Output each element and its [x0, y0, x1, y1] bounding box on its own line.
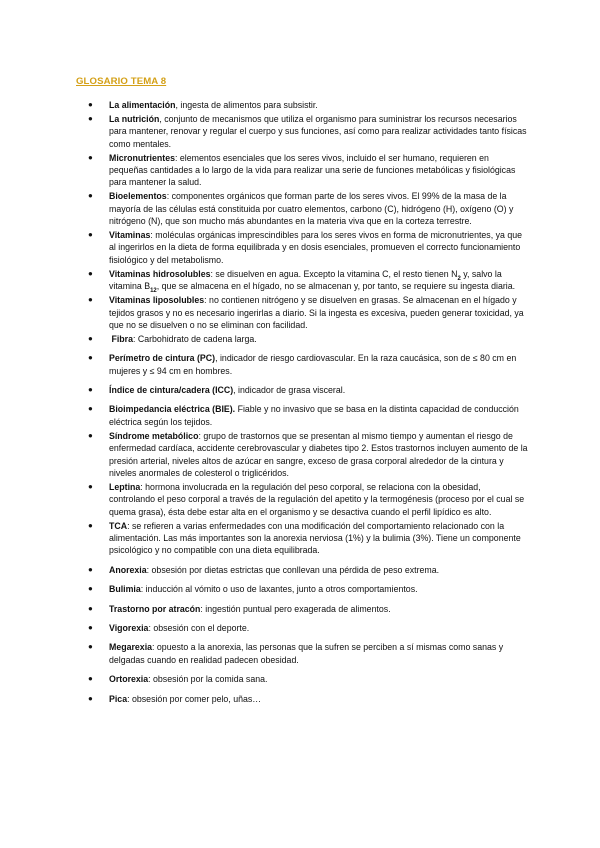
definition-part-b: y, salvo la vitamina B [109, 268, 502, 292]
definition: , indicador de grasa visceral. [233, 385, 346, 396]
term: Síndrome metabólico [109, 430, 199, 441]
glossary-entry-leptina [88, 481, 529, 518]
bullet-icon: ● [88, 333, 93, 343]
bullet-icon: ● [88, 191, 93, 201]
term: La alimentación [109, 100, 176, 110]
glossary-entry-indice-cintura-cadera [88, 384, 529, 396]
bullet-icon: ● [88, 642, 93, 652]
term: Bioelementos [109, 191, 167, 202]
bullet-icon: ● [88, 430, 93, 440]
bullet-icon: ● [88, 584, 93, 594]
bullet-icon: ● [88, 230, 93, 240]
subscript-2: 2 [457, 275, 461, 282]
definition-part-c: , que se almacena en el hígado, no se almacenan y, por tanto, se requiere su ingesta diaria. [156, 281, 516, 292]
subscript-12: 12 [150, 287, 157, 294]
bullet-icon: ● [88, 623, 93, 633]
definition: : ingestión puntual pero exagerada de alimentos. [200, 603, 391, 614]
term: Micronutrientes [109, 152, 175, 163]
definition: : obsesión con el deporte. [148, 623, 250, 634]
definition: : obsesión por la comida sana. [148, 674, 268, 685]
term: Anorexia [109, 564, 147, 575]
glossary-entry-vitaminas-hidrosolubles [88, 268, 529, 294]
bullet-icon: ● [88, 152, 93, 162]
bullet-icon: ● [88, 693, 93, 703]
glossary-entry-vigorexia [88, 622, 529, 634]
bullet-icon: ● [88, 404, 93, 414]
definition: : moléculas orgánicas imprescindibles para los seres vivos en forma de micronutrientes, ya que al ingerirlos en la dieta de forma equilibrada y en dosis esenciales, promueven el correcto funcionamiento fisiológico y del metabolismo. [109, 230, 523, 265]
definition: , ingesta de alimentos para subsistir. [175, 100, 318, 110]
definition-part-a: : se disuelven en agua. Excepto la vitamina C, el resto tienen N [210, 268, 458, 279]
glossary-entry-vitaminas-liposolubles [88, 294, 529, 331]
term: Megarexia [109, 642, 153, 653]
term: La nutrición [109, 113, 160, 124]
term: Vitaminas [109, 230, 151, 241]
definition: : Carbohidrato de cadena larga. [132, 333, 257, 344]
glossary-entry-tca [88, 520, 529, 557]
term: TCA [109, 520, 128, 531]
glossary-entry-trastorno-atracon [88, 603, 529, 615]
bullet-icon: ● [88, 603, 93, 613]
definition: : opuesto a la anorexia, las personas que la sufren se perciben a sí mismas como sanas y delgadas cuando en realidad padecen obesidad. [109, 642, 504, 665]
definition: , indicador de riesgo cardiovascular. En la raza caucásica, son de ≤ 80 cm en mujeres y ≤ 94 cm en hombres. [109, 353, 517, 376]
term: Bulimia [109, 584, 141, 595]
bullet-icon: ● [88, 674, 93, 684]
glossary-entry-bioelementos [88, 190, 529, 227]
definition: : no contienen nitrógeno y se disuelven en grasas. Se almacenan en el hígado y tejidos grasos y no es necesario ingerirlas a diario. Si la ingesta es excesiva, pueden generar toxicidad, ya que no se disuelven o no se eliminan con facilidad. [109, 295, 524, 330]
bullet-icon: ● [88, 564, 93, 574]
definition: : grupo de trastornos que se presentan al mismo tiempo y aumentan el riesgo de enfermedad cardíaca, accidente cerebrovascular y diabetes tipo 2. Estos trastornos incluyen aumento de la presión arterial, niveles altos de azúcar en sangre, exceso de grasa corporal alrededor de la cintura y niveles anormales de colesterol o triglicéridos. [109, 430, 528, 478]
term: Ortorexia [109, 674, 149, 685]
term: Índice de cintura/cadera (ICC) [109, 385, 234, 396]
term: Fibra [111, 333, 133, 344]
term: Leptina [109, 481, 141, 492]
glossary-list [0, 99, 600, 707]
definition: : hormona involucrada en la regulación del peso corporal, se relaciona con la obesidad, controlando el peso corporal a través de la regulación del apetito y la termogénesis (proceso por el cual se quema grasa), ésta debe estar alta en el organismo y se desactiva cuando el perfil lipídico es alto. [109, 481, 525, 517]
definition: : obsesión por comer pelo, uñas… [127, 693, 262, 704]
term: Perímetro de cintura (PC) [109, 353, 216, 364]
term: Bioimpedancia eléctrica (BIE). [109, 404, 236, 415]
term: Vitaminas liposolubles [109, 295, 205, 306]
glossary-entry-bioimpedancia [88, 403, 529, 428]
bullet-icon: ● [88, 481, 93, 491]
definition: Fiable y no invasivo que se basa en la distinta capacidad de conducción eléctrica según los tejidos. [109, 404, 519, 427]
definition: : inducción al vómito o uso de laxantes, junto a otros comportamientos. [140, 584, 418, 595]
glossary-entry-fibra [88, 333, 529, 345]
term: Pica [109, 693, 128, 704]
glossary-entry-perimetro-cintura [88, 352, 529, 377]
term: Vigorexia [109, 623, 149, 634]
bullet-icon: ● [88, 385, 93, 395]
bullet-icon: ● [88, 100, 93, 109]
glossary-entry-ortorexia [88, 673, 529, 685]
glossary-entry-anorexia [88, 564, 529, 576]
glossary-entry-micronutrientes [88, 152, 529, 189]
term: Vitaminas hidrosolubles [109, 268, 211, 279]
bullet-icon: ● [88, 520, 93, 530]
glossary-entry-alimentacion [88, 99, 529, 111]
term: Trastorno por atracón [109, 603, 201, 614]
document-title: GLOSARIO TEMA 8 [76, 76, 167, 87]
glossary-entry-vitaminas [88, 229, 529, 266]
bullet-icon: ● [88, 113, 93, 123]
definition: , conjunto de mecanismos que utiliza el organismo para suministrar los recursos necesarios para mantener, renovar y regular el cuerpo y sus funciones, así como para realizar actividades tanto físicas como mentales. [109, 113, 527, 149]
glossary-entry-sindrome-metabolico [88, 430, 529, 480]
glossary-entry-megarexia [88, 641, 529, 666]
glossary-entry-nutricion [88, 113, 529, 150]
bullet-icon: ● [88, 353, 93, 363]
definition: : elementos esenciales que los seres vivos, incluido el ser humano, requieren en pequeñas cantidades a lo largo de la vida para realizar una serie de funciones metabólicas y fisiológicas para mantener la salud. [109, 152, 516, 188]
definition: : componentes orgánicos que forman parte de los seres vivos. El 99% de la masa de la mayoría de las células está constituida por cuatro elementos, carbono (C), hidrógeno (H), oxígeno (O) y nitrógeno (N), que son mucho más abundantes en la materia viva que en la corteza terrestre. [109, 191, 514, 227]
bullet-icon: ● [88, 268, 93, 278]
definition: : se refieren a varias enfermedades con una modificación del comportamiento relacionado con la alimentación. Las más importantes son la anorexia nerviosa (1%) y la bulimia (3%). Tiene un componente psicológico y no compatible con una dieta equilibrada. [109, 520, 521, 556]
glossary-entry-pica [88, 693, 529, 705]
glossary-entry-bulimia [88, 583, 529, 595]
bullet-icon: ● [88, 295, 93, 305]
definition: : obsesión por dietas estrictas que conllevan una pérdida de peso extrema. [146, 564, 440, 575]
